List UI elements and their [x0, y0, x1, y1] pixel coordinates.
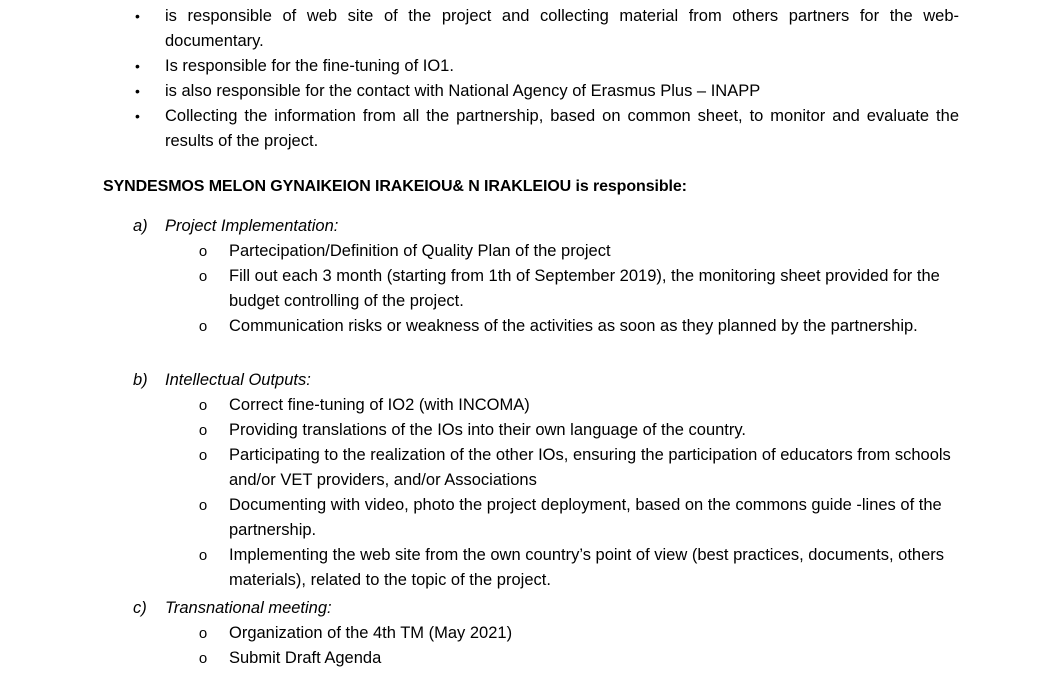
- circle-bullet-icon: o: [198, 397, 208, 414]
- list-item: [0, 493, 964, 543]
- list-item-text: Is responsible for the fine-tuning of IO1.: [165, 57, 454, 75]
- section-title: [0, 368, 1059, 393]
- top-bullet-list: [0, 4, 1059, 154]
- list-item: [0, 54, 959, 79]
- section-title: [0, 214, 1059, 239]
- list-item-text: Fill out each 3 month (starting from 1th of September 2019), the monitoring sheet provided for the budget controlling of the project.: [229, 267, 940, 310]
- list-item: [0, 239, 964, 264]
- list-item: [0, 543, 964, 593]
- list-item: [0, 393, 964, 418]
- list-item-text: Correct fine-tuning of IO2 (with INCOMA): [229, 396, 530, 414]
- list-item-text: Participating to the realization of the other IOs, ensuring the participation of educators from schools and/or VET providers, and/or Associations: [229, 446, 951, 489]
- section-title-text: Transnational meeting:: [165, 599, 332, 617]
- list-item-text: is also responsible for the contact with National Agency of Erasmus Plus – INAPP: [165, 82, 761, 100]
- list-item-text: Submit Draft Agenda: [229, 649, 382, 667]
- list-item: [0, 443, 964, 493]
- circle-bullet-icon: o: [198, 625, 208, 642]
- section-heading: SYNDESMOS MELON GYNAIKEION IRAKEIOU& N IRAKLEIOU is responsible:: [103, 178, 687, 195]
- bullet-icon: •: [135, 58, 140, 74]
- circle-bullet-icon: o: [198, 547, 208, 564]
- list-item: [0, 314, 964, 339]
- list-item-text: Documenting with video, photo the project deployment, based on the commons guide -lines of the partnership.: [229, 496, 942, 539]
- list-item-text: Collecting the information from all the partnership, based on common sheet, to monitor and evaluate the results of the project.: [165, 107, 959, 150]
- circle-bullet-icon: o: [198, 243, 208, 260]
- section-title-text: Project Implementation:: [165, 217, 339, 235]
- circle-bullet-icon: o: [198, 497, 208, 514]
- list-item: [0, 4, 959, 54]
- circle-bullet-icon: o: [198, 447, 208, 464]
- section-marker: c): [133, 599, 147, 617]
- circle-bullet-icon: o: [198, 318, 208, 335]
- section-title-text: Intellectual Outputs:: [165, 371, 311, 389]
- list-item: [0, 621, 964, 646]
- list-item-text: Implementing the web site from the own country’s point of view (best practices, documents, others materials), related to the topic of the project.: [229, 546, 945, 589]
- list-item: [0, 264, 964, 314]
- list-item-text: Communication risks or weakness of the activities as soon as they planned by the partnership.: [229, 317, 918, 335]
- circle-bullet-icon: o: [198, 650, 208, 667]
- section-project-implementation: [0, 214, 1059, 339]
- bullet-icon: •: [135, 83, 140, 99]
- list-item: [0, 104, 959, 154]
- list-item-text: Partecipation/Definition of Quality Plan of the project: [229, 242, 611, 260]
- section-transnational-meeting: [0, 596, 1059, 671]
- section-title: [0, 596, 1059, 621]
- list-item-text: Providing translations of the IOs into their own language of the country.: [229, 421, 746, 439]
- circle-bullet-icon: o: [198, 268, 208, 285]
- bullet-icon: •: [135, 108, 140, 124]
- list-item: [0, 79, 959, 104]
- bullet-icon: •: [135, 8, 140, 24]
- section-marker: a): [133, 217, 148, 235]
- list-item: [0, 418, 964, 443]
- circle-bullet-icon: o: [198, 422, 208, 439]
- section-intellectual-outputs: [0, 368, 1059, 593]
- list-item-text: Organization of the 4th TM (May 2021): [229, 624, 513, 642]
- section-marker: b): [133, 371, 148, 389]
- list-item: [0, 646, 964, 671]
- list-item-text: is responsible of web site of the project and collecting material from others partners for the web-documentary.: [165, 7, 959, 50]
